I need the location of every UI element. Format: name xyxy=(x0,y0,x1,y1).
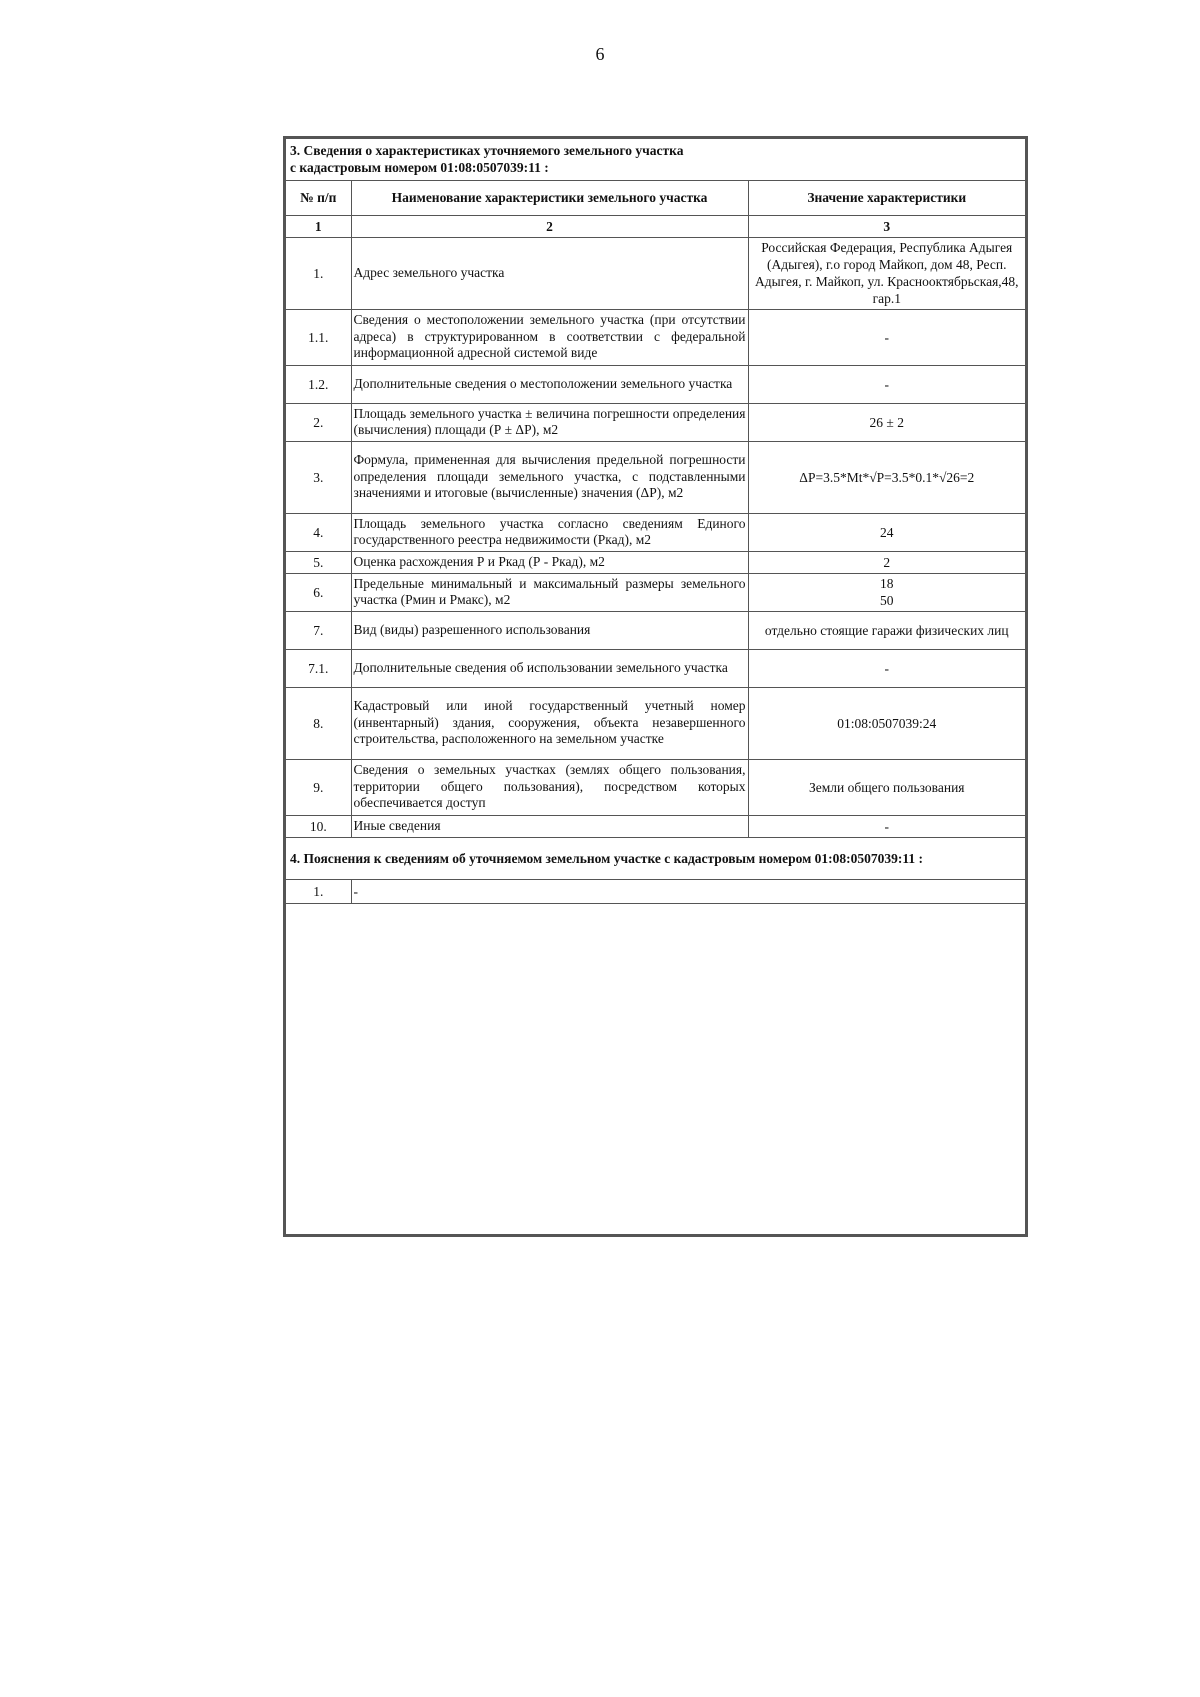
characteristic-name: Формула, примененная для вычисления предельной погрешности определения площади земельного участка, с подставленными значениями и итоговые (вычисленные) значения (ΔР), м2 xyxy=(351,441,748,513)
table-row xyxy=(286,815,1025,837)
section3-title-row xyxy=(286,139,1025,180)
characteristic-name: Оценка расхождения Р и Ркад (Р - Ркад), м2 xyxy=(351,551,748,573)
row-number: 3. xyxy=(286,441,351,513)
characteristic-value: - xyxy=(748,815,1025,837)
column-number-2: 2 xyxy=(351,215,748,237)
table-row xyxy=(286,441,1025,513)
characteristic-name: Вид (виды) разрешенного использования xyxy=(351,611,748,649)
characteristic-name: Сведения о местоположении земельного участка (при отсутствии адреса) в структурированном в соответствии с федеральной информационной адресной системой виде xyxy=(351,309,748,365)
characteristic-name: Иные сведения xyxy=(351,815,748,837)
row-number: 7.1. xyxy=(286,649,351,687)
table-row xyxy=(286,759,1025,815)
characteristic-name: Площадь земельного участка согласно сведениям Единого государственного реестра недвижимости (Ркад), м2 xyxy=(351,513,748,551)
section3-title xyxy=(286,139,1025,180)
table-row xyxy=(286,687,1025,759)
characteristic-name: Предельные минимальный и максимальный размеры земельного участка (Рмин и Рмакс), м2 xyxy=(351,573,748,611)
table-row xyxy=(286,513,1025,551)
row-number: 8. xyxy=(286,687,351,759)
explanation-number: 1. xyxy=(286,879,351,903)
characteristic-value: - xyxy=(748,309,1025,365)
table-row xyxy=(286,611,1025,649)
table-row xyxy=(286,551,1025,573)
table-row xyxy=(286,649,1025,687)
row-number: 1.1. xyxy=(286,309,351,365)
row-number: 9. xyxy=(286,759,351,815)
header-col2: Наименование характеристики земельного участка xyxy=(351,180,748,215)
characteristic-name: Адрес земельного участка xyxy=(351,237,748,309)
column-number-3: 3 xyxy=(748,215,1025,237)
characteristic-value: 01:08:0507039:24 xyxy=(748,687,1025,759)
characteristic-name: Кадастровый или иной государственный учетный номер (инвентарный) здания, сооружения, объекта незавершенного строительства, расположенного на земельном участке xyxy=(351,687,748,759)
column-number-1: 1 xyxy=(286,215,351,237)
section4-title-row xyxy=(286,837,1025,879)
characteristic-value: - xyxy=(748,649,1025,687)
characteristic-value: Российская Федерация, Республика Адыгея (Адыгея), г.о город Майкоп, дом 48, Респ. Адыгея, г. Майкоп, ул. Краснооктябрьская,48, гар.1 xyxy=(748,237,1025,309)
row-number: 6. xyxy=(286,573,351,611)
land-plot-table xyxy=(286,139,1025,904)
characteristic-value: 24 xyxy=(748,513,1025,551)
row-number: 7. xyxy=(286,611,351,649)
section4-title: 4. Пояснения к сведениям об уточняемом земельном участке с кадастровым номером 01:08:0507039:11 : xyxy=(286,837,1025,879)
document-frame xyxy=(283,136,1028,1237)
characteristic-value: 2 xyxy=(748,551,1025,573)
header-col3: Значение характеристики xyxy=(748,180,1025,215)
section3-title-line2: с кадастровым номером 01:08:0507039:11 : xyxy=(290,160,549,176)
column-number-row xyxy=(286,215,1025,237)
row-number: 1.2. xyxy=(286,365,351,403)
row-number: 4. xyxy=(286,513,351,551)
explanation-row xyxy=(286,879,1025,903)
max-size-value: 50 xyxy=(880,593,894,608)
characteristic-value: - xyxy=(748,365,1025,403)
explanation-text: - xyxy=(351,879,1025,903)
section3-title-line1: 3. Сведения о характеристиках уточняемого земельного участка xyxy=(290,143,684,159)
characteristic-value: ΔР=3.5*Mt*√Р=3.5*0.1*√26=2 xyxy=(748,441,1025,513)
table-row xyxy=(286,573,1025,611)
characteristic-value: отдельно стоящие гаражи физических лиц xyxy=(748,611,1025,649)
row-number: 2. xyxy=(286,403,351,441)
table-row xyxy=(286,403,1025,441)
row-number: 1. xyxy=(286,237,351,309)
table-row xyxy=(286,365,1025,403)
characteristic-value: 26 ± 2 xyxy=(748,403,1025,441)
row-number: 10. xyxy=(286,815,351,837)
row-number: 5. xyxy=(286,551,351,573)
characteristic-value: Земли общего пользования xyxy=(748,759,1025,815)
characteristic-name: Дополнительные сведения об использовании земельного участка xyxy=(351,649,748,687)
characteristic-name: Дополнительные сведения о местоположении земельного участка xyxy=(351,365,748,403)
characteristic-value xyxy=(748,573,1025,611)
table-row xyxy=(286,309,1025,365)
page-number: 6 xyxy=(595,44,605,64)
header-col1: № п/п xyxy=(286,180,351,215)
characteristic-name: Сведения о земельных участках (землях общего пользования, территории общего пользования), посредством которых обеспечивается доступ xyxy=(351,759,748,815)
table-row xyxy=(286,237,1025,309)
characteristic-name: Площадь земельного участка ± величина погрешности определения (вычисления) площади (Р ± ΔР), м2 xyxy=(351,403,748,441)
min-size-value: 18 xyxy=(880,576,894,591)
header-row xyxy=(286,180,1025,215)
